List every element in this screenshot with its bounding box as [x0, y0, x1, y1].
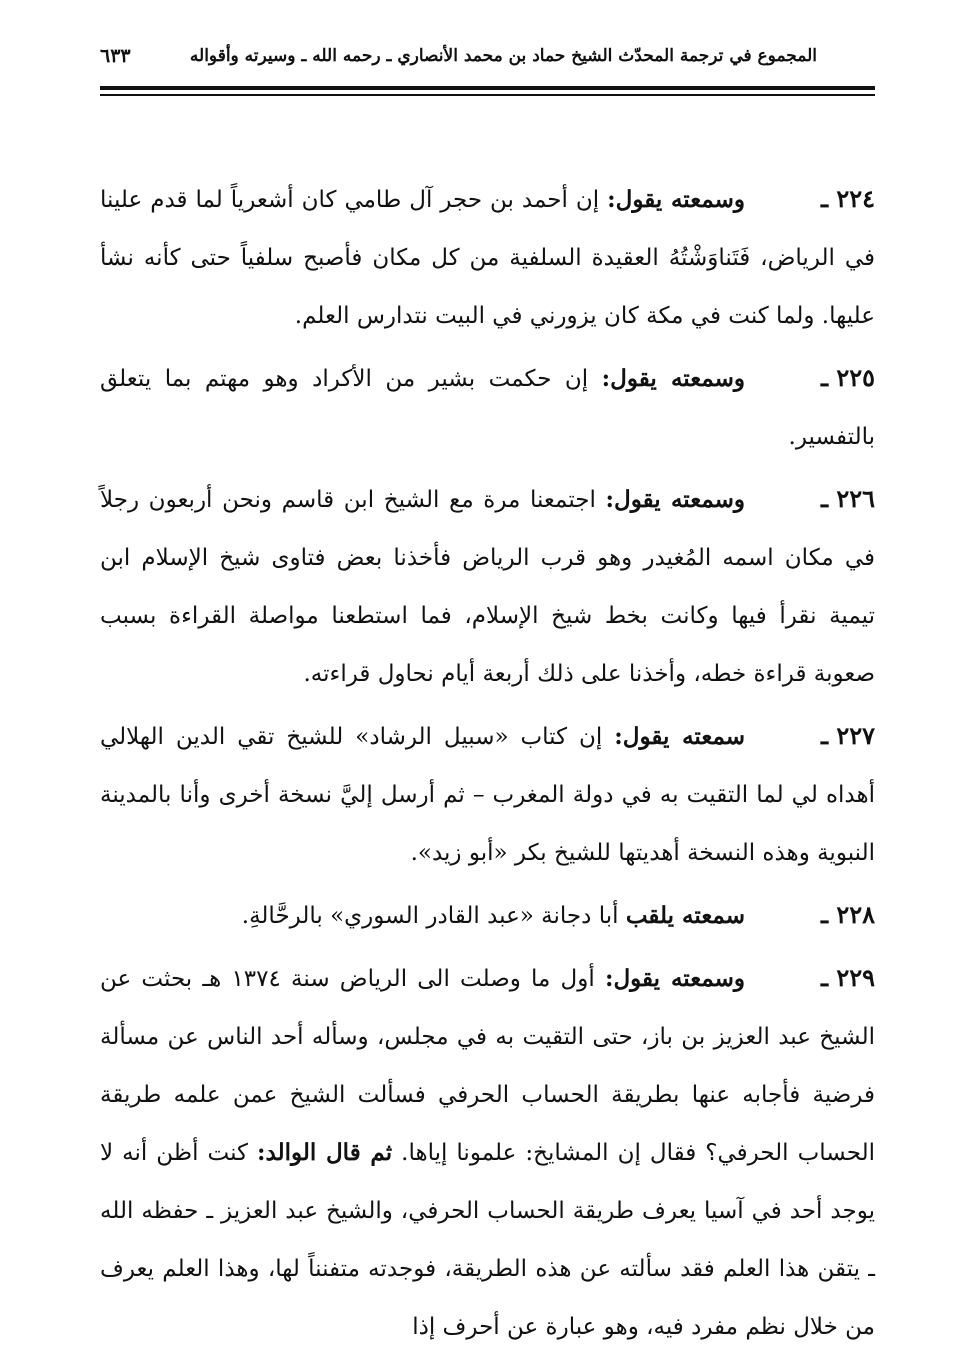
entry-224 [100, 170, 875, 345]
entry-lead: وسمعته يقول: [601, 365, 745, 392]
entry-228 [100, 886, 875, 945]
entry-number: ٢٢٨ ـ [820, 900, 875, 929]
entry-text: إن حكمت بشير من الأكراد وهو مهتم بما يتعلق بالتفسير. [100, 366, 875, 450]
entry-number: ٢٢٤ ـ [820, 184, 875, 213]
entry-number: ٢٢٥ ـ [820, 363, 875, 392]
entry-lead: وسمعته يقول: [607, 186, 745, 213]
entry-226 [100, 470, 875, 703]
entry-text: إن كتاب «سبيل الرشاد» للشيخ تقي الدين الهلالي أهداه لي لما التقيت به في دولة المغرب – ثم أرسل إليَّ نسخة أخرى وأنا بالمدينة النبوية وهذه النسخة أهديتها للشيخ بكر «أبو زيد». [100, 724, 875, 866]
entry-text: إن أحمد بن حجر آل طامي كان أشعرياً لما قدم علينا في الرياض، فَتَناوَشْتُهُ العقيدة السلفية من كل مكان فأصبح سلفياً حتى كأنه نشأ عليها. ولما كنت في مكة كان يزورني في البيت نتدارس العلم. [100, 187, 875, 329]
entry-lead: وسمعته يقول: [604, 965, 745, 992]
entry-number: ٢٢٩ ـ [820, 963, 875, 992]
header-rule-thin [100, 94, 875, 96]
header-rule-thick [100, 86, 875, 90]
entry-number: ٢٢٧ ـ [820, 721, 876, 750]
entry-text-continued: كنت أظن أنه لا يوجد أحد في آسيا يعرف طريقة الحساب الحرفي، والشيخ عبد العزيز ـ حفظه الله ـ يتقن هذا العلم فقد سألته عن هذه الطريقة، فوجدته متفنناً لها، وهذا العلم يعرف من خلال نظم مفرد فيه، وهو عبارة عن أحرف إذا [100, 1140, 875, 1340]
running-title: المجموع في ترجمة المحدّث الشيخ حماد بن محمد الأنصاري ـ رحمه الله ـ وسيرته وأقواله [189, 46, 817, 66]
entry-text: أبا دجانة «عبد القادر السوري» بالرحَّالةِ. [241, 903, 619, 929]
entry-lead: سمعته يقول: [614, 723, 746, 750]
entry-text: أول ما وصلت الى الرياض سنة ١٣٧٤ هـ بحثت عن الشيخ عبد العزيز بن باز، حتى التقيت به في مجلس، وسأله أحد الناس عن مسألة فرضية فأجابه عنها بطريقة الحساب الحرفي فسألت الشيخ عمن علمه طريقة الحساب الحرفي؟ فقال إن المشايخ: علمونا إياها. [100, 966, 876, 1166]
entry-lead: وسمعته يقول: [605, 486, 746, 513]
entry-sub-lead: ثم قال الوالد: [257, 1139, 393, 1166]
page-body [100, 170, 875, 1360]
entry-229 [100, 949, 875, 1356]
entry-text: اجتمعنا مرة مع الشيخ ابن قاسم ونحن أربعون رجلاً في مكان اسمه المُغيدر وهو قرب الرياض فأخذنا بعض فتاوى شيخ الإسلام ابن تيمية نقرأ فيها وكانت بخط شيخ الإسلام، فما استطعنا مواصلة القراءة بسبب صعوبة قراءة خطه، وأخذنا على ذلك أربعة أيام نحاول قراءته. [100, 487, 875, 687]
entry-225 [100, 349, 875, 466]
page-number: ٦٣٣ [100, 45, 131, 67]
entry-227 [100, 707, 875, 882]
page-header [100, 36, 817, 76]
entry-number: ٢٢٦ ـ [820, 484, 876, 513]
entry-lead: سمعته يلقب [625, 902, 745, 929]
